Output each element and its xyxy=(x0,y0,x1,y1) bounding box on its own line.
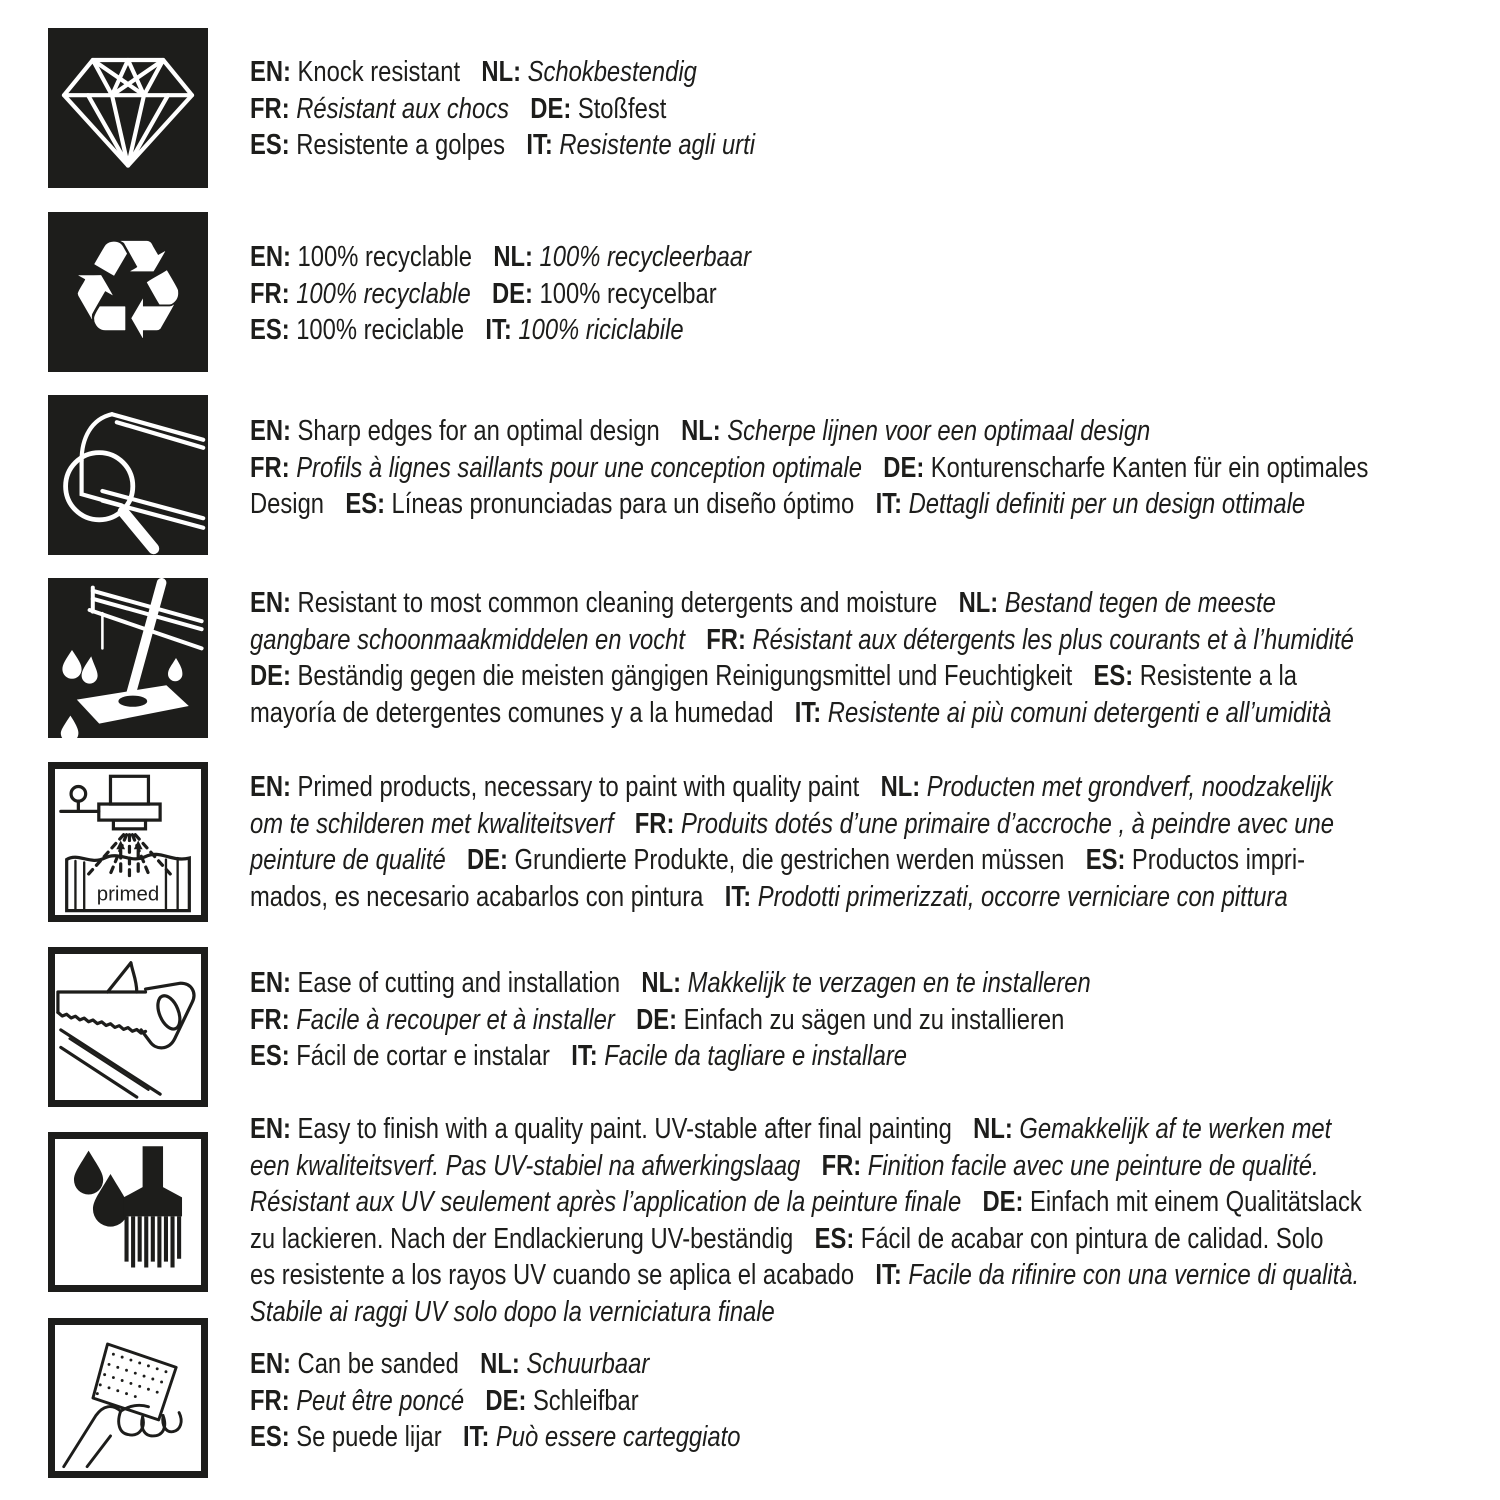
lang-text: Schokbestendig xyxy=(527,56,697,88)
lang-text: Sharp edges for an optimal design xyxy=(297,415,660,447)
lang-entry xyxy=(959,587,1276,619)
lang-label: FR: xyxy=(250,451,290,484)
lang-text: es resistente a los rayos UV cuando se aplica el acabado xyxy=(250,1259,855,1292)
lang-label: IT: xyxy=(724,880,752,913)
lang-text: Resistente a golpes xyxy=(296,129,506,162)
lang-label: NL: xyxy=(480,1348,520,1380)
lang-text: gangbare schoonmaakmiddelen en vocht xyxy=(250,623,685,656)
lang-text: Résistant aux chocs xyxy=(296,92,509,125)
lang-label: FR: xyxy=(250,92,290,125)
lang-entry xyxy=(636,1004,1064,1036)
text-line xyxy=(250,879,1500,916)
lang-label: NL: xyxy=(973,1113,1013,1145)
mop-cleaning-icon xyxy=(48,578,208,738)
lang-entry xyxy=(875,1259,1359,1291)
text-line xyxy=(250,1038,1500,1075)
lang-text: een kwaliteitsverf. Pas UV-stabiel na afwerkingslaag xyxy=(250,1149,801,1182)
hand-saw-icon xyxy=(48,947,208,1107)
lang-entry xyxy=(973,1113,1331,1145)
lang-entry xyxy=(876,488,1306,520)
lang-text: Peut être poncé xyxy=(296,1384,465,1417)
lang-entry xyxy=(250,1113,952,1145)
text-line xyxy=(250,1419,1500,1456)
lang-text: Resistant to most common cleaning detergents and moisture xyxy=(297,587,938,619)
lang-text: Can be sanded xyxy=(297,1348,459,1380)
lang-entry xyxy=(250,1040,550,1072)
text-line xyxy=(250,806,1500,843)
text-line xyxy=(250,1221,1500,1258)
lang-text: Knock resistant xyxy=(297,56,461,88)
lang-label: FR: xyxy=(634,807,675,840)
lang-entry xyxy=(795,697,1332,729)
lang-label: IT: xyxy=(526,129,553,162)
lang-text: Bestand tegen de meeste xyxy=(1004,587,1276,619)
lang-text: om te schilderen met kwaliteitsverf xyxy=(250,807,614,840)
lang-entry xyxy=(250,697,773,729)
lang-label: EN: xyxy=(250,1348,291,1380)
lang-entry xyxy=(530,93,666,125)
lang-text: Einfach mit einem Qualitätslack xyxy=(1030,1186,1362,1219)
lang-entry xyxy=(493,241,751,273)
lang-entry xyxy=(822,1150,1319,1182)
lang-text: mayoría de detergentes comunes y a la humedad xyxy=(250,696,774,729)
lang-label: ES: xyxy=(250,314,290,347)
feature-text-recyclable xyxy=(250,239,1500,349)
lang-entry xyxy=(1094,660,1298,692)
lang-entry xyxy=(250,967,620,999)
lang-entry xyxy=(250,1004,615,1036)
lang-entry xyxy=(467,844,1064,876)
lang-text: Résistant aux détergents les plus courants et à l’humidité xyxy=(752,623,1354,656)
lang-entry xyxy=(881,771,1333,803)
lang-entry xyxy=(345,488,854,520)
lang-text: Líneas pronunciadas para un diseño óptimo xyxy=(391,488,855,521)
lang-entry xyxy=(463,1421,741,1453)
recycle-icon xyxy=(48,212,208,372)
feature-text-easy-cutting xyxy=(250,965,1500,1075)
lang-text: Facile da rifinire con una vernice di qualità. xyxy=(908,1259,1360,1292)
text-line xyxy=(250,486,1500,523)
lang-text: Fácil de acabar con pintura de calidad. Solo xyxy=(860,1222,1324,1255)
recycle-icon-glyph: ♻ xyxy=(66,214,190,368)
lang-entry xyxy=(250,93,509,125)
lang-label: DE: xyxy=(982,1186,1024,1219)
feature-text-primed xyxy=(250,769,1500,915)
lang-label: FR: xyxy=(250,1003,290,1036)
lang-label: FR: xyxy=(250,1384,290,1417)
lang-text: Fácil de cortar e instalar xyxy=(296,1040,550,1073)
lang-entry xyxy=(706,624,1354,656)
lang-text: Grundierte Produkte, die gestrichen werden müssen xyxy=(514,844,1065,877)
text-line xyxy=(250,769,1500,806)
text-line xyxy=(250,1148,1500,1185)
lang-text: Facile à recouper et à installer xyxy=(296,1003,615,1036)
lang-label: ES: xyxy=(1085,844,1126,877)
text-line xyxy=(250,312,1500,349)
text-line xyxy=(250,54,1500,91)
lang-entry xyxy=(250,452,862,484)
lang-entry xyxy=(681,415,1150,447)
text-line xyxy=(250,239,1500,276)
lang-entry xyxy=(250,241,472,273)
lang-text: Facile da tagliare e installare xyxy=(604,1040,907,1073)
primed-label: primed xyxy=(96,882,160,906)
lang-entry xyxy=(250,1223,793,1255)
lang-label: ES: xyxy=(250,129,290,162)
lang-label: ES: xyxy=(345,488,385,521)
lang-text: Easy to finish with a quality paint. UV-stable after final painting xyxy=(297,1113,952,1145)
lang-entry xyxy=(815,1223,1324,1255)
text-line xyxy=(250,1346,1500,1383)
sanding-hand-icon xyxy=(48,1318,208,1478)
lang-label: EN: xyxy=(250,587,291,619)
lang-entry xyxy=(250,415,660,447)
text-line xyxy=(250,1383,1500,1420)
lang-entry xyxy=(250,56,460,88)
lang-entry xyxy=(250,1385,464,1417)
text-line xyxy=(250,622,1500,659)
lang-label: NL: xyxy=(880,771,921,803)
lang-entry xyxy=(250,1296,775,1328)
feature-text-easy-finish xyxy=(250,1111,1500,1331)
lang-text: Resistente a la xyxy=(1139,660,1298,693)
lang-entry xyxy=(481,56,696,88)
lang-label: EN: xyxy=(250,1113,291,1145)
lang-entry xyxy=(250,1348,459,1380)
lang-label: NL: xyxy=(481,56,522,88)
lang-entry xyxy=(635,808,1334,840)
lang-entry xyxy=(250,587,937,619)
paint-brush-icon xyxy=(48,1132,208,1292)
lang-text: Schleifbar xyxy=(532,1384,639,1417)
lang-label: ES: xyxy=(814,1222,855,1255)
lang-text: Résistant aux UV seulement après l’application de la peinture finale xyxy=(250,1186,962,1219)
lang-entry xyxy=(250,488,324,520)
lang-text: Scherpe lijnen voor een optimaal design xyxy=(727,415,1151,447)
lang-entry xyxy=(485,314,683,346)
lang-label: DE: xyxy=(250,660,291,693)
lang-label: DE: xyxy=(883,451,925,484)
lang-entry xyxy=(250,808,613,840)
lang-text: Profils à lignes saillants pour une conception optimale xyxy=(296,451,862,484)
lang-entry xyxy=(250,844,446,876)
text-line xyxy=(250,1257,1500,1294)
lang-label: FR: xyxy=(706,623,746,656)
text-line xyxy=(250,585,1500,622)
lang-label: NL: xyxy=(681,415,721,447)
lang-text: Dettagli definiti per un design ottimale xyxy=(908,488,1306,521)
lang-entry xyxy=(982,1186,1361,1218)
text-line xyxy=(250,413,1500,450)
lang-label: FR: xyxy=(821,1149,862,1182)
lang-text: Producten met grondverf, noodzakelijk xyxy=(926,771,1333,803)
lang-label: DE: xyxy=(485,1384,527,1417)
lang-text: 100% recycelbar xyxy=(539,277,717,310)
lang-label: ES: xyxy=(1093,660,1134,693)
lang-label: EN: xyxy=(250,967,291,999)
lang-text: 100% reciclable xyxy=(296,314,465,347)
lang-text: Ease of cutting and installation xyxy=(297,967,621,999)
lang-label: IT: xyxy=(485,314,512,347)
lang-entry xyxy=(492,278,717,310)
lang-label: NL: xyxy=(493,241,533,273)
lang-text: Makkelijk te verzagen en te installeren xyxy=(687,967,1091,999)
lang-text: Gemakkelijk af te werken met xyxy=(1019,1113,1332,1145)
lang-entry xyxy=(250,1259,854,1291)
lang-text: Finition facile avec une peinture de qualité. xyxy=(867,1149,1319,1182)
diamond-icon xyxy=(48,28,208,188)
lang-text: 100% recyclable xyxy=(296,277,471,310)
lang-entry xyxy=(725,881,1288,913)
lang-entry xyxy=(250,314,464,346)
lang-entry xyxy=(250,771,859,803)
lang-entry xyxy=(250,881,703,913)
lang-text: Design xyxy=(250,488,325,521)
lang-label: ES: xyxy=(250,1421,290,1454)
text-line xyxy=(250,965,1500,1002)
lang-text: 100% recyclable xyxy=(297,241,473,273)
text-line xyxy=(250,276,1500,313)
lang-text: Beständig gegen die meisten gängigen Reinigungsmittel und Feuchtigkeit xyxy=(297,660,1073,693)
lang-text: Stabile ai raggi UV solo dopo la verniciatura finale xyxy=(250,1295,775,1328)
text-line xyxy=(250,1002,1500,1039)
lang-entry xyxy=(480,1348,649,1380)
lang-label: EN: xyxy=(250,771,291,803)
lang-text: Stoßfest xyxy=(577,92,667,125)
lang-label: IT: xyxy=(794,696,822,729)
lang-text: Se puede lijar xyxy=(296,1421,442,1454)
lang-label: NL: xyxy=(641,967,682,999)
lang-text: Produits dotés d’une primaire d’accroche , à peindre avec une xyxy=(680,807,1334,840)
lang-label: DE: xyxy=(492,277,533,310)
lang-entry xyxy=(250,129,505,161)
lang-text: Prodotti primerizzati, occorre verniciare con pittura xyxy=(757,880,1288,913)
text-line xyxy=(250,658,1500,695)
lang-label: EN: xyxy=(250,56,291,88)
text-line xyxy=(250,1184,1500,1221)
text-line xyxy=(250,1294,1500,1331)
primer-spray-icon xyxy=(48,762,208,922)
lang-label: FR: xyxy=(250,277,290,310)
text-line xyxy=(250,127,1500,164)
text-line xyxy=(250,842,1500,879)
lang-label: DE: xyxy=(530,92,572,125)
lang-entry xyxy=(250,1150,800,1182)
lang-label: IT: xyxy=(571,1040,598,1073)
lang-text: Resistente ai più comuni detergenti e all’umidità xyxy=(827,696,1332,729)
lang-text: peinture de qualité xyxy=(250,844,446,877)
text-line xyxy=(250,1111,1500,1148)
lang-entry xyxy=(485,1385,638,1417)
lang-text: Primed products, necessary to paint with quality paint xyxy=(297,771,860,803)
lang-text: Resistente agli urti xyxy=(559,129,755,162)
lang-text: mados, es necesario acabarlos con pintura xyxy=(250,880,704,913)
lang-entry xyxy=(571,1040,907,1072)
lang-text: 100% recycleerbaar xyxy=(539,241,752,273)
feature-text-knock-resistant xyxy=(250,54,1500,164)
sharp-edges-icon xyxy=(48,395,208,555)
lang-label: IT: xyxy=(875,488,903,521)
lang-label: IT: xyxy=(462,1421,490,1454)
lang-entry xyxy=(250,278,471,310)
lang-label: NL: xyxy=(958,587,999,619)
lang-text: 100% riciclabile xyxy=(518,314,684,347)
lang-label: EN: xyxy=(250,415,291,447)
feature-text-sharp-edges xyxy=(250,413,1500,523)
lang-text: Einfach zu sägen und zu installieren xyxy=(683,1003,1065,1036)
feature-text-sandable xyxy=(250,1346,1500,1456)
lang-entry xyxy=(883,452,1368,484)
lang-text: Productos impri- xyxy=(1131,844,1306,877)
lang-entry xyxy=(250,660,1072,692)
text-line xyxy=(250,450,1500,487)
lang-entry xyxy=(250,1186,961,1218)
lang-text: Konturenscharfe Kanten für ein optimales xyxy=(930,451,1369,484)
text-line xyxy=(250,695,1500,732)
lang-entry xyxy=(1086,844,1305,876)
feature-text-detergent-resistant xyxy=(250,585,1500,731)
lang-entry xyxy=(250,624,685,656)
lang-label: DE: xyxy=(467,844,508,877)
lang-label: EN: xyxy=(250,241,291,273)
lang-label: IT: xyxy=(875,1259,902,1292)
lang-label: ES: xyxy=(250,1040,290,1073)
text-line xyxy=(250,91,1500,128)
lang-text: zu lackieren. Nach der Endlackierung UV-beständig xyxy=(250,1222,794,1255)
lang-entry xyxy=(250,1421,442,1453)
lang-entry xyxy=(526,129,755,161)
lang-label: DE: xyxy=(636,1003,678,1036)
lang-entry xyxy=(641,967,1090,999)
lang-text: Schuurbaar xyxy=(526,1348,650,1380)
lang-text: Può essere carteggiato xyxy=(495,1421,741,1454)
